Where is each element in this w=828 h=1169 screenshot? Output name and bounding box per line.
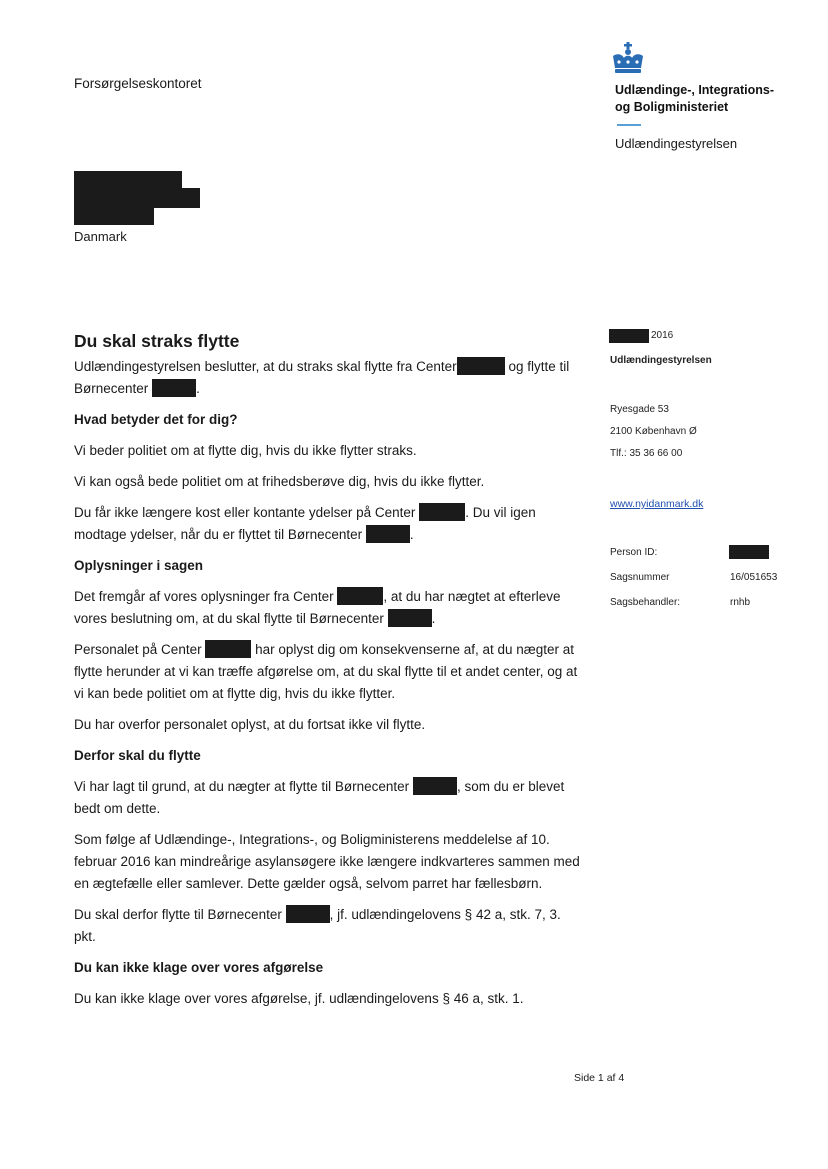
case-number-value: 16/051653 xyxy=(730,572,778,583)
paragraph-text: , jf. udlændingelovens § 42 a, stk. 7, 3. pkt. xyxy=(74,907,561,944)
redacted-children-center-name xyxy=(152,379,196,397)
case-number-label: Sagsnummer xyxy=(610,572,670,583)
paragraph-text: Det fremgår af vores oplysninger fra Center xyxy=(74,589,334,604)
redacted-center-name xyxy=(419,503,465,521)
redacted-date xyxy=(609,329,649,343)
redacted-children-center-name xyxy=(286,905,330,923)
case-handler-value: rnhb xyxy=(730,597,751,608)
paragraph-text: , at du har nægtet at efterleve vores beslutning om, at du skal flytte til Børnecenter xyxy=(74,589,561,626)
redacted-address-line-2 xyxy=(74,188,200,208)
paragraph-text: Vi har lagt til grund, at du nægter at flytte til Børnecenter xyxy=(74,779,410,794)
paragraph-still-refuses: Du har overfor personalet oplyst, at du fortsat ikke vil flytte. xyxy=(74,717,426,732)
letter-date-year: 2016 xyxy=(651,330,674,341)
heading-reason: Derfor skal du flytte xyxy=(74,748,201,763)
paragraph-text: . xyxy=(409,527,414,542)
ministry-line-1: Udlændinge-, Integrations- xyxy=(615,83,775,97)
person-id-label: Person ID: xyxy=(610,547,658,558)
sender-department: Forsørgelseskontoret xyxy=(74,76,202,91)
redacted-children-center-name xyxy=(388,609,432,627)
sidebar-agency: Udlændingestyrelsen xyxy=(610,355,712,366)
paragraph-no-appeal: Du kan ikke klage over vores afgørelse, jf. udlændingelovens § 46 a, stk. 1. xyxy=(74,991,524,1006)
redacted-center-name xyxy=(337,587,383,605)
paragraph-legal-basis xyxy=(74,904,584,948)
heading-case-info: Oplysninger i sagen xyxy=(74,558,204,573)
paragraph-refusal xyxy=(74,586,584,630)
paragraph-police-detain: Vi kan også bede politiet om at frihedsberøve dig, hvis du ikke flytter. xyxy=(74,474,485,489)
paragraph-staff-informed xyxy=(74,639,584,705)
letter-body xyxy=(74,329,584,1019)
paragraph-text: har oplyst dig om konsekvenserne af, at du nægter at flytte herunder at vi kan træffe afgørelse om, at du skal flytte til et andet center, og at vi kan bede politiet om at flytte dig, hvis du ikke flytter. xyxy=(74,642,578,701)
redacted-address-line-3 xyxy=(74,207,154,225)
paragraph-text: Udlændingestyrelsen beslutter, at du straks skal flytte fra Center xyxy=(74,359,457,374)
paragraph-text: . Du vil igen modtage ydelser, når du er flyttet til Børnecenter xyxy=(74,505,536,542)
paragraph-ground xyxy=(74,776,584,820)
crown-logo-icon xyxy=(610,42,646,76)
paragraph-ministry-notice: Som følge af Udlændinge-, Integrations-, og Boligministerens meddelelse af 10. februar 2016 kan mindreårige asylansøgere ikke længere indkvarteres sammen med en ægtefælle eller samlever. Dette gælder også, selvom parret har fællesbørn. xyxy=(74,832,580,891)
paragraph-text: Personalet på Center xyxy=(74,642,202,657)
paragraph-text: . xyxy=(196,381,200,396)
case-handler-label: Sagsbehandler: xyxy=(610,597,681,608)
paragraph-text: , som du er blevet bedt om dette. xyxy=(74,779,565,816)
paragraph-benefits xyxy=(74,502,584,546)
redacted-center-name xyxy=(205,640,251,658)
ministry-name xyxy=(615,82,774,116)
letter-title: Du skal straks flytte xyxy=(74,331,240,351)
paragraph-text: Du får ikke længere kost eller kontante ydelser på Center xyxy=(74,505,416,520)
paragraph-decision xyxy=(74,356,584,400)
paragraph-text: . xyxy=(431,611,436,626)
redacted-address-line-1 xyxy=(74,171,182,189)
sidebar-city: 2100 København Ø xyxy=(610,426,697,437)
ministry-line-2: og Boligministeriet xyxy=(615,100,729,114)
recipient-country: Danmark xyxy=(74,229,127,244)
paragraph-police-move: Vi beder politiet om at flytte dig, hvis du ikke flytter straks. xyxy=(74,443,417,458)
redacted-children-center-name xyxy=(413,777,457,795)
heading-meaning: Hvad betyder det for dig? xyxy=(74,412,238,427)
sidebar-street: Ryesgade 53 xyxy=(610,404,669,415)
redacted-person-id xyxy=(729,545,769,559)
header-divider xyxy=(617,124,641,126)
redacted-center-name xyxy=(457,357,505,375)
page-number: Side 1 af 4 xyxy=(574,1072,625,1084)
heading-no-appeal: Du kan ikke klage over vores afgørelse xyxy=(74,960,324,975)
agency-name: Udlændingestyrelsen xyxy=(615,136,738,151)
sidebar-phone: Tlf.: 35 36 66 00 xyxy=(610,448,683,459)
redacted-children-center-name xyxy=(366,525,410,543)
paragraph-text: og flytte til Børnecenter xyxy=(74,359,570,396)
paragraph-text: Du skal derfor flytte til Børnecenter xyxy=(74,907,282,922)
website-link[interactable]: www.nyidanmark.dk xyxy=(610,498,704,510)
